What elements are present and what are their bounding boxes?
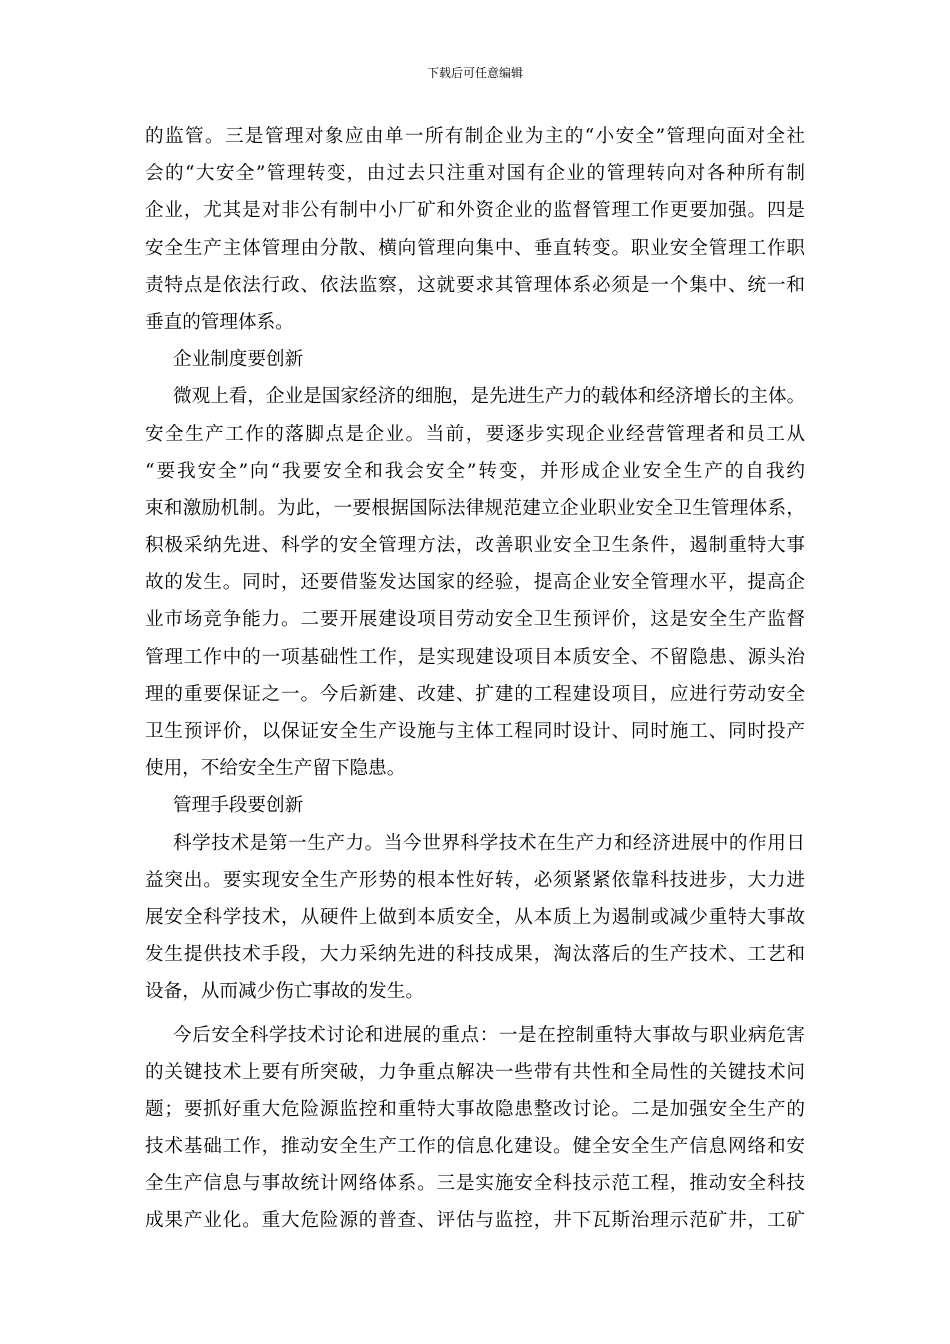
text-line: 管理工作中的一项基础性工作，是实现建设项目本质安全、不留隐患、源头治 <box>145 646 805 668</box>
text-line: “要我安全”向“我要安全和我会安全”转变，并形成企业安全生产的自我约 <box>145 460 805 482</box>
text-line: 发生提供技术手段，大力采纳先进的科技成果，淘汰落后的生产技术、工艺和 <box>145 944 805 966</box>
text-line: 微观上看，企业是国家经济的细胞，是先进生产力的载体和经济增长的主体。 <box>173 386 805 408</box>
document-body <box>145 118 805 1240</box>
text-line: 设备，从而减少伤亡事故的发生。 <box>145 981 424 1003</box>
text-line: 技术基础工作，推动安全生产工作的信息化建设。健全安全生产信息网络和安 <box>145 1136 805 1158</box>
text-line: 故的发生。同时，还要借鉴发达国家的经验，提高企业安全管理水平，提高企 <box>145 572 805 594</box>
text-line: 展安全科学技术，从硬件上做到本质安全，从本质上为遏制或减少重特大事故 <box>145 906 805 928</box>
text-line: 安全生产工作的落脚点是企业。当前，要逐步实现企业经营管理者和员工从 <box>145 423 805 445</box>
text-line: 使用，不给安全生产留下隐患。 <box>145 758 406 780</box>
text-line: 责特点是依法行政、依法监察，这就要求其管理体系必须是一个集中、统一和 <box>145 274 805 296</box>
text-line: 的监管。三是管理对象应由单一所有制企业为主的“小安全”管理向面对全社 <box>145 126 805 147</box>
text-line: 的关键技术上要有所突破，力争重点解决一些带有共性和全局性的关键技术问 <box>145 1061 805 1083</box>
text-line: 企业，尤其是对非公有制中小厂矿和外资企业的监督管理工作更要加强。四是 <box>145 200 805 222</box>
text-line: 今后安全科学技术讨论和进展的重点：一是在控制重特大事故与职业病危害 <box>173 1024 805 1046</box>
page-header: 下载后可任意编辑 <box>426 66 523 80</box>
text-line: 题；要抓好重大危险源监控和重特大事故隐患整改讨论。二是加强安全生产的 <box>145 1098 805 1120</box>
text-line: 益突出。要实现安全生产形势的根本性好转，必须紧紧依靠科技进步，大力进 <box>145 869 805 891</box>
text-line: 积极采纳先进、科学的安全管理方法，改善职业安全卫生条件，遏制重特大事 <box>145 535 805 557</box>
text-line: 理的重要保证之一。今后新建、改建、扩建的工程建设项目，应进行劳动安全 <box>145 683 805 705</box>
section-heading: 企业制度要创新 <box>173 349 304 371</box>
text-line: 成果产业化。重大危险源的普查、评估与监控，井下瓦斯治理示范矿井，工矿 <box>145 1210 805 1232</box>
text-line: 业市场竞争能力。二要开展建设项目劳动安全卫生预评价，这是安全生产监督 <box>145 609 805 631</box>
text-line: 安全生产主体管理由分散、横向管理向集中、垂直转变。职业安全管理工作职 <box>145 237 805 259</box>
text-line: 束和激励机制。为此，一要根据国际法律规范建立企业职业安全卫生管理体系， <box>145 497 805 519</box>
text-line: 科学技术是第一生产力。当今世界科学技术在生产力和经济进展中的作用日 <box>173 832 805 854</box>
text-line: 全生产信息与事故统计网络体系。三是实施安全科技示范工程，推动安全科技 <box>145 1173 805 1195</box>
section-heading: 管理手段要创新 <box>173 795 304 817</box>
text-line: 卫生预评价，以保证安全生产设施与主体工程同时设计、同时施工、同时投产 <box>145 721 805 742</box>
text-line: 会的“大安全”管理转变，由过去只注重对国有企业的管理转向对各种所有制 <box>145 163 805 185</box>
text-line: 垂直的管理体系。 <box>145 311 294 333</box>
